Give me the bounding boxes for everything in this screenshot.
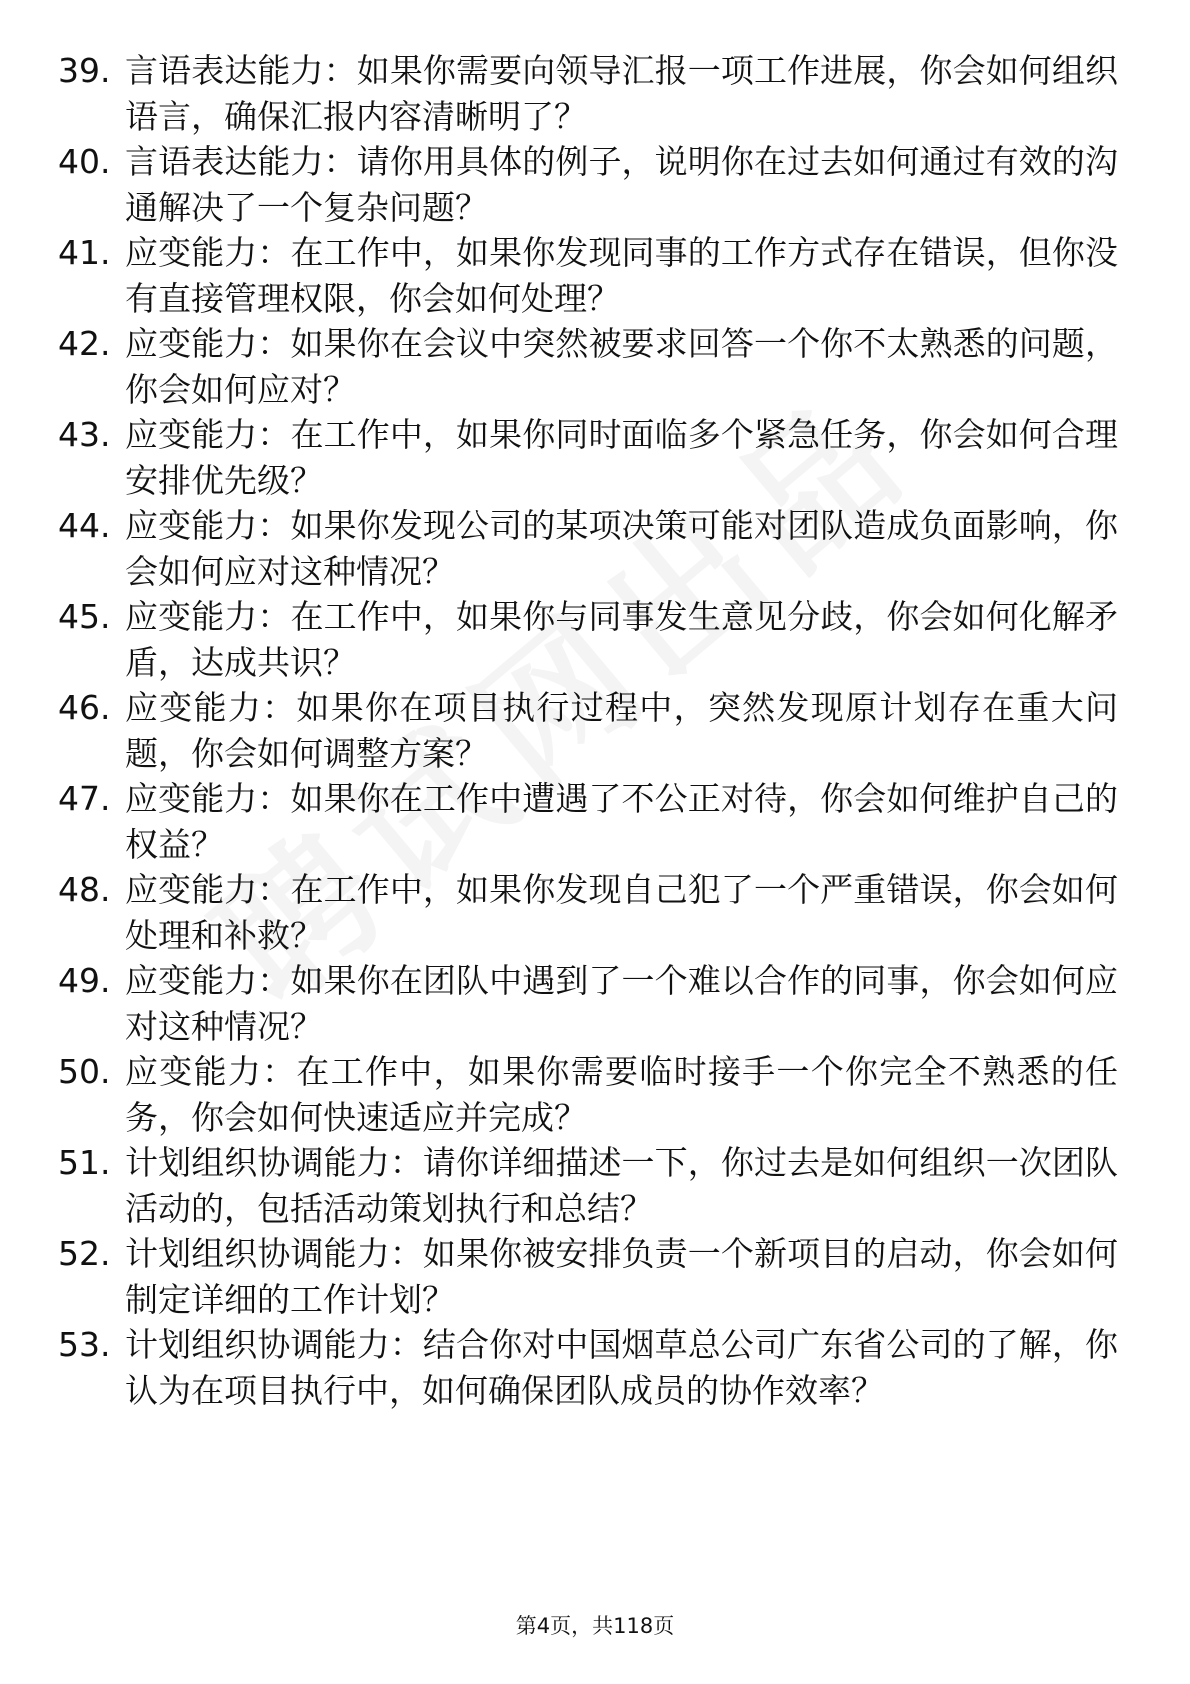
question-text: 应变能力：如果你在工作中遭遇了不公正对待，你会如何维护自己的权益？ xyxy=(125,779,1118,864)
question-number: 47. xyxy=(58,779,111,818)
question-text: 言语表达能力：如果你需要向领导汇报一项工作进展，你会如何组织语言，确保汇报内容清晰明了？ xyxy=(125,51,1118,136)
question-item xyxy=(58,230,1118,321)
question-number: 46. xyxy=(58,688,111,727)
question-item xyxy=(58,1231,1118,1322)
question-item xyxy=(58,1322,1118,1413)
question-text: 应变能力：在工作中，如果你需要临时接手一个你完全不熟悉的任务，你会如何快速适应并完成？ xyxy=(125,1052,1118,1137)
question-number: 51. xyxy=(58,1143,111,1182)
question-number: 45. xyxy=(58,597,111,636)
question-number: 43. xyxy=(58,415,111,454)
question-text: 计划组织协调能力：如果你被安排负责一个新项目的启动，你会如何制定详细的工作计划？ xyxy=(125,1234,1118,1319)
page-footer: 第4页，共118页 xyxy=(515,1614,675,1638)
question-number: 50. xyxy=(58,1052,111,1091)
question-number: 52. xyxy=(58,1234,111,1273)
question-number: 49. xyxy=(58,961,111,1000)
question-item xyxy=(58,321,1118,412)
question-item xyxy=(58,139,1118,230)
question-text: 应变能力：如果你在会议中突然被要求回答一个你不太熟悉的问题，你会如何应对？ xyxy=(125,324,1118,409)
question-number: 53. xyxy=(58,1325,111,1364)
question-text: 言语表达能力：请你用具体的例子，说明你在过去如何通过有效的沟通解决了一个复杂问题？ xyxy=(125,142,1118,227)
question-item xyxy=(58,1140,1118,1231)
question-number: 42. xyxy=(58,324,111,363)
question-text: 应变能力：如果你在项目执行过程中，突然发现原计划存在重大问题，你会如何调整方案？ xyxy=(125,688,1118,773)
question-text: 计划组织协调能力：请你详细描述一下，你过去是如何组织一次团队活动的，包括活动策划执行和总结？ xyxy=(125,1143,1118,1228)
question-text: 计划组织协调能力：结合你对中国烟草总公司广东省公司的了解，你认为在项目执行中，如何确保团队成员的协作效率？ xyxy=(125,1325,1118,1410)
question-item xyxy=(58,1049,1118,1140)
question-item xyxy=(58,776,1118,867)
question-number: 44. xyxy=(58,506,111,545)
question-text: 应变能力：在工作中，如果你同时面临多个紧急任务，你会如何合理安排优先级？ xyxy=(125,415,1118,500)
question-item xyxy=(58,958,1118,1049)
question-text: 应变能力：在工作中，如果你发现自己犯了一个严重错误，你会如何处理和补救？ xyxy=(125,870,1118,955)
question-item xyxy=(58,867,1118,958)
question-number: 48. xyxy=(58,870,111,909)
question-text: 应变能力：在工作中，如果你发现同事的工作方式存在错误，但你没有直接管理权限，你会如何处理？ xyxy=(125,233,1118,318)
question-text: 应变能力：如果你在团队中遇到了一个难以合作的同事，你会如何应对这种情况？ xyxy=(125,961,1118,1046)
question-item xyxy=(58,685,1118,776)
question-number: 40. xyxy=(58,142,111,181)
question-text: 应变能力：在工作中，如果你与同事发生意见分歧，你会如何化解矛盾，达成共识？ xyxy=(125,597,1118,682)
question-item xyxy=(58,594,1118,685)
question-number: 41. xyxy=(58,233,111,272)
question-item xyxy=(58,48,1118,139)
question-list xyxy=(58,48,1118,1413)
question-number: 39. xyxy=(58,51,111,90)
question-item xyxy=(58,412,1118,503)
question-text: 应变能力：如果你发现公司的某项决策可能对团队造成负面影响，你会如何应对这种情况？ xyxy=(125,506,1118,591)
question-item xyxy=(58,503,1118,594)
